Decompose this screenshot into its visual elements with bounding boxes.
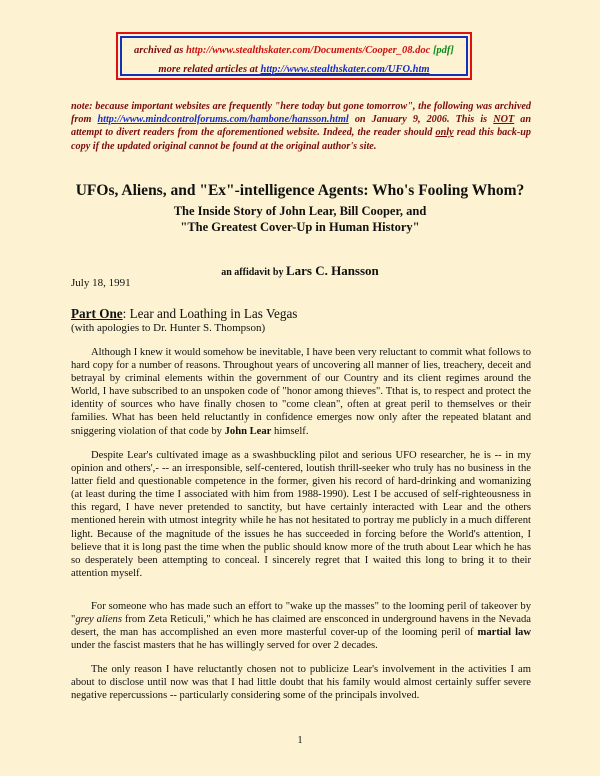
- source-url-link[interactable]: http://www.mindcontrolforums.com/hambone/hansson.html: [97, 114, 349, 126]
- note-text-3: an attempt to divert readers from the aforementioned website. Indeed, the reader should: [71, 114, 532, 139]
- archived-as-label: archived as: [134, 45, 184, 56]
- paragraph-text: himself.: [274, 425, 309, 437]
- section-title: : Lear and Loathing in Las Vegas: [122, 306, 298, 321]
- bold-name: John Lear: [224, 425, 272, 437]
- archive-line: [122, 45, 466, 56]
- more-articles-label: more related articles at: [158, 64, 258, 75]
- paragraph-text: Despite Lear's cultivated image as a swashbuckling pilot and serious UFO researcher, he is -- in my opinion and others',- -- an irresponsible, self-centered, loutish thrill-seeker who truly has no business in the latter field and questionable competence in the former, given his record of hard-drinking and womanizing (at least during the time I associated with him from 1988-1990). Lest I be accused of self-righteousness in this regard, I have never pretended to sanctity, but have certainly interacted with Lear and the others mentioned herein with utmost integrity while he has not hesitated to portray me publicly in a much different light. Because of the magnitude of the issues he has succeeded in forcing before the World's attention, I believe that it is long past the time when the public should know more of the truth about Lear which he has so desperately been attempting to conceal. I sincerely regret that I waited this long to bring it to their attention myself.: [71, 450, 531, 579]
- archive-notice-inner-border: [120, 36, 468, 76]
- note-text-4: read this back-up copy if the updated original cannot be found at the original author's site.: [71, 127, 532, 152]
- section-label: Part One: [71, 306, 123, 321]
- section-heading: [71, 306, 297, 322]
- note-only-emphasis: only: [435, 127, 454, 139]
- paragraph-text: Although I knew it would somehow be inevitable, I have been very reluctant to commit what follows to hard copy for a number of reasons. Throughout years of uncovering all manner of lies, treachery, deceit and betrayal by criminal elements within the government of our Country and its client regimes around the World, I have subscribed to an unspoken code of "honor among thieves". Tthat is, to respect and protect the identity of sources who have finally chosen to "come clean", often at great peril to themselves or their families. What has been held reluctantly in confidence emerges now only after the repeated blatant and sniggering violation of that code by: [71, 347, 531, 437]
- archive-note: [71, 100, 531, 153]
- document-subtitle-1: The Inside Story of John Lear, Bill Cooper, and: [173, 204, 427, 218]
- bold-phrase: martial law: [477, 627, 532, 639]
- paragraph-text: For someone who has made such an effort to "wake up the masses" to the looming peril of takeover by ": [71, 601, 531, 626]
- more-articles-line: [122, 64, 466, 75]
- paragraph-text: from Zeta Reticuli," which he has claimed are ensconced in underground havens in the Nevada desert, the man has accomplished an even more masterful cover-up of the looming peril of: [71, 614, 532, 639]
- paragraph-text: The only reason I have reluctantly chosen not to publicize Lear's involvement in the activities I am about to disclose until now was that I had little doubt that his family would almost certainly suffer severe negative repercussions -- particularly considering some of the principals involved.: [71, 664, 531, 702]
- section-subtitle: (with apologies to Dr. Hunter S. Thompson): [71, 322, 266, 334]
- more-articles-link[interactable]: http://www.stealthskater.com/UFO.htm: [260, 64, 430, 75]
- byline-prefix: an affidavit by: [221, 267, 284, 278]
- document-date: July 18, 1991: [71, 277, 131, 289]
- byline-author: Lars C. Hansson: [285, 263, 379, 278]
- pdf-link[interactable]: [pdf]: [432, 45, 454, 56]
- archive-notice-box: [116, 32, 472, 80]
- body-paragraph: [71, 346, 531, 438]
- body-paragraph: [71, 449, 531, 580]
- italic-phrase: grey aliens: [75, 614, 122, 626]
- note-text-2: on January 9, 2006. This is: [354, 114, 488, 126]
- paragraph-text: under the fascist masters that he has willingly served for over 2 decades.: [71, 640, 378, 652]
- document-subtitle-2: "The Greatest Cover-Up in Human History": [180, 220, 420, 234]
- body-paragraph: [71, 600, 531, 652]
- page-number: 1: [297, 735, 303, 746]
- archived-url[interactable]: http://www.stealthskater.com/Documents/Cooper_08.doc: [185, 45, 431, 56]
- note-text-1: note: because important websites are frequently "here today but gone tomorrow", the following was archived from: [71, 101, 531, 126]
- body-paragraph: [71, 663, 531, 702]
- document-title: UFOs, Aliens, and "Ex"-intelligence Agents: Who's Fooling Whom?: [75, 182, 525, 199]
- note-not-emphasis: NOT: [493, 114, 515, 126]
